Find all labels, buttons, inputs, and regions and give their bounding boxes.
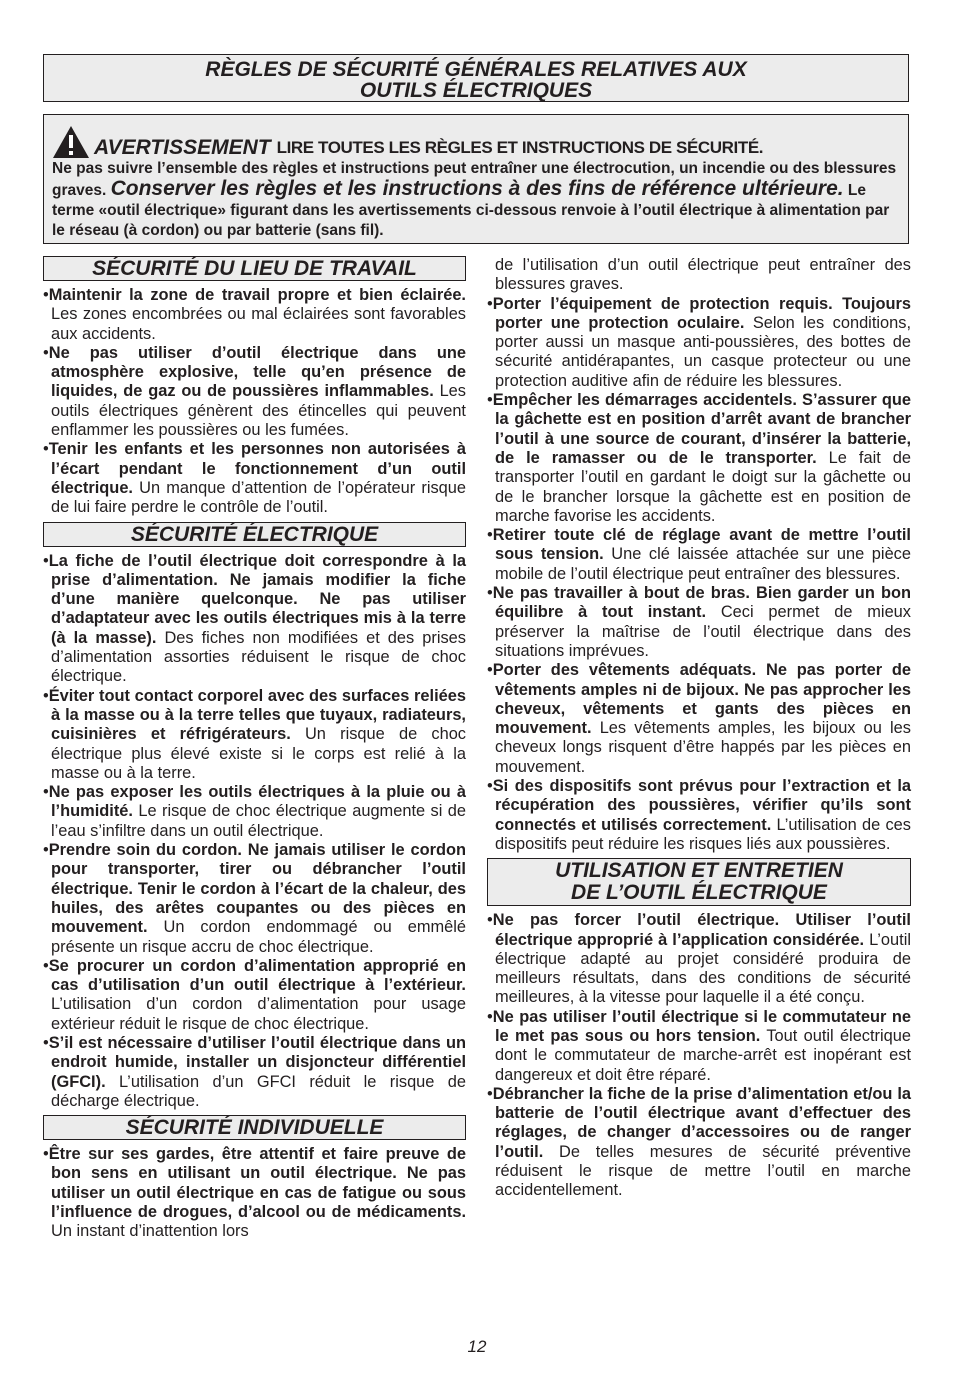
list-item: •Retirer toute clé de réglage avant de mettre l’outil sous tension. Une clé laissée attachée sur une pièce mobile de l’outil électrique peut entraîner des blessures. <box>487 526 911 583</box>
section-title-personal: SÉCURITÉ INDIVIDUELLE <box>43 1115 466 1140</box>
list-item: •Être sur ses gardes, être attentif et faire preuve de bon sens en utilisant un outil électrique. Ne pas utiliser un outil électrique en cas de fatigue ou sous l’influence de drogues, d’alcool ou de médicaments. Un instant d’inattention lors <box>43 1145 466 1241</box>
list-item: •Porter l’équipement de protection requis. Toujours porter une protection oculaire. Selon les conditions, porter aussi un masque anti-poussières, des bottes de sécurité antidérapantes, un casque protecteur ou une protection auditive afin de réduire les blessures. <box>487 294 911 390</box>
list-item: •Débrancher la fiche de la prise d’alimentation et/ou la batterie de l’outil électrique avant d’effectuer des réglages, de changer d’accessoires ou de ranger l’outil. De telles mesures de sécurité préventive réduisent le risque de mettre l’outil en marche accidentellement. <box>487 1084 911 1200</box>
warning-box <box>43 114 909 244</box>
list-item: •Ne pas travailler à bout de bras. Bien garder un bon équilibre à tout instant. Ceci permet de mieux préserver la maîtrise de l’outil électrique dans des situations imprévues. <box>487 584 911 660</box>
list-item: •Se procurer un cordon d’alimentation approprié en cas d’utilisation d’un outil électrique à l’extérieur. L’utilisation d’un cordon d’alimentation pour usage extérieur réduit le risque de choc électrique. <box>43 956 466 1033</box>
section-title-use-care-line1: UTILISATION ET ENTRETIEN <box>555 859 843 883</box>
left-column <box>43 256 466 1242</box>
section-title-use-care <box>487 858 911 906</box>
page-number: 12 <box>467 1337 487 1356</box>
list-item: •Ne pas exposer les outils électriques à la pluie ou à l’humidité. Le risque de choc électrique augmente si de l’eau s’infiltre dans un outil électrique. <box>43 783 466 840</box>
list-item: •Prendre soin du cordon. Ne jamais utiliser le cordon pour transporter, tirer ou débrancher l’outil électrique. Tenir le cordon à l’écart de la chaleur, des huiles, des arêtes coupantes ou des pièces en mouvement. Un cordon endommagé ou emmêlé présente un risque accru de choc électrique. <box>43 841 466 956</box>
list-item: •Tenir les enfants et les personnes non autorisées à l’écart pendant le fonctionnement d’un outil électrique. Un manque d’attention de l’opérateur risque de lui faire perdre le contrôle de l’outil. <box>43 440 466 517</box>
list-item: •Éviter tout contact corporel avec des surfaces reliées à la masse ou à la terre telles que tuyaux, radiateurs, cuisinières et réfrigérateurs. Un risque de choc électrique plus élevé existe si le corps est relié à la masse ou à la terre. <box>43 686 467 782</box>
warning-word: AVERTISSEMENT <box>94 136 271 159</box>
right-column <box>487 256 911 1201</box>
list-item: •Ne pas utiliser l’outil électrique si le commutateur ne le met pas sous ou hors tension. Tout outil électrique dont le commutateur de marche-arrêt est inopérant est dangereux et doit être réparé. <box>487 1007 912 1084</box>
warning-text2: Le terme «outil électrique» figurant dans les avertissements ci-dessous renvoie à l’outil électrique à alimentation par le réseau (à cordon) ou par batterie (sans fil). <box>52 182 890 239</box>
list-item: •Si des dispositifs sont prévus pour l’extraction et la récupération des poussières, vérifier qu’ils sont connectés et utilisés correctement. L’utilisation de ces dispositifs peut réduire les risques liés aux poussières. <box>487 777 911 853</box>
list-item: •Maintenir la zone de travail propre et bien éclairée. Les zones encombrées ou mal éclairées sont favorables aux accidents. <box>43 286 466 343</box>
list-item: •Ne pas forcer l’outil électrique. Utiliser l’outil électrique approprié à l’application considérée. L’outil électrique adapté au projet considéré produira de meilleurs résultats, dans des conditions de sécurité meilleures, à la vitesse pour laquelle il a été conçu. <box>487 911 911 1007</box>
page-title <box>43 54 909 102</box>
page-title-line2: OUTILS ÉLECTRIQUES <box>359 79 593 102</box>
warning-emphasis: Conserver les règles et les instructions à des fins de référence ultérieure. <box>110 177 844 200</box>
section-title-use-care-line2: DE L’OUTIL ÉLECTRIQUE <box>571 881 827 905</box>
warning-text <box>52 159 900 241</box>
list-item: •Porter des vêtements adéquats. Ne pas porter de vêtements amples ni de bijoux. Ne pas approcher les cheveux, vêtements et gants des pièces en mouvement. Les vêtements amples, les bijoux ou les cheveux longs risquent d’être happés par les pièces en mouvement. <box>487 661 911 776</box>
list-item-continuation: de l’utilisation d’un outil électrique peut entraîner des blessures graves. <box>495 256 911 294</box>
list-item: •Ne pas utiliser d’outil électrique dans une atmosphère explosive, telle qu’en présence de liquides, de gaz ou de poussières inflammables. Les outils électriques génèrent des étincelles qui peuvent enflammer les poussières ou les fumées. <box>43 343 466 440</box>
list-item: •Empêcher les démarrages accidentels. S’assurer que la gâchette est en position d’arrêt avant de brancher l’outil à une source de courant, d’insérer la batterie, de le ramasser ou de le transporter. Le fait de transporter l’outil en gardant le doigt sur la gâchette ou de le brancher lorsque la gâchette est en position de marche favorise les accidents. <box>487 391 911 525</box>
warning-header <box>52 121 900 159</box>
warning-heading: LIRE TOUTES LES RÈGLES ET INSTRUCTIONS DE SÉCURITÉ. <box>276 138 764 157</box>
warning-text1: Ne pas suivre l’ensemble des règles et instructions peut entraîner une électrocution, un incendie ou des blessures graves. <box>52 160 897 199</box>
warning-triangle-icon <box>52 125 90 159</box>
list-item: •La fiche de l’outil électrique doit correspondre à la prise d’alimentation. Ne jamais modifier la fiche d’une manière quelconque. Ne pas utiliser d’adaptateur avec les outils électriques mis à la terre (à la masse). Des fiches non modifiées et des prises d’alimentation assorties réduisent le risque de choc électrique. <box>43 551 466 686</box>
section-title-electrical: SÉCURITÉ ÉLECTRIQUE <box>43 522 466 547</box>
section-title-work-area: SÉCURITÉ DU LIEU DE TRAVAIL <box>43 256 466 281</box>
list-item: •S’il est nécessaire d’utiliser l’outil électrique dans un endroit humide, installer un disjoncteur différentiel (GFCI). L’utilisation d’un GFCI réduit le risque de décharge électrique. <box>43 1033 466 1110</box>
page-title-line1: RÈGLES DE SÉCURITÉ GÉNÉRALES RELATIVES AUX <box>205 58 747 81</box>
